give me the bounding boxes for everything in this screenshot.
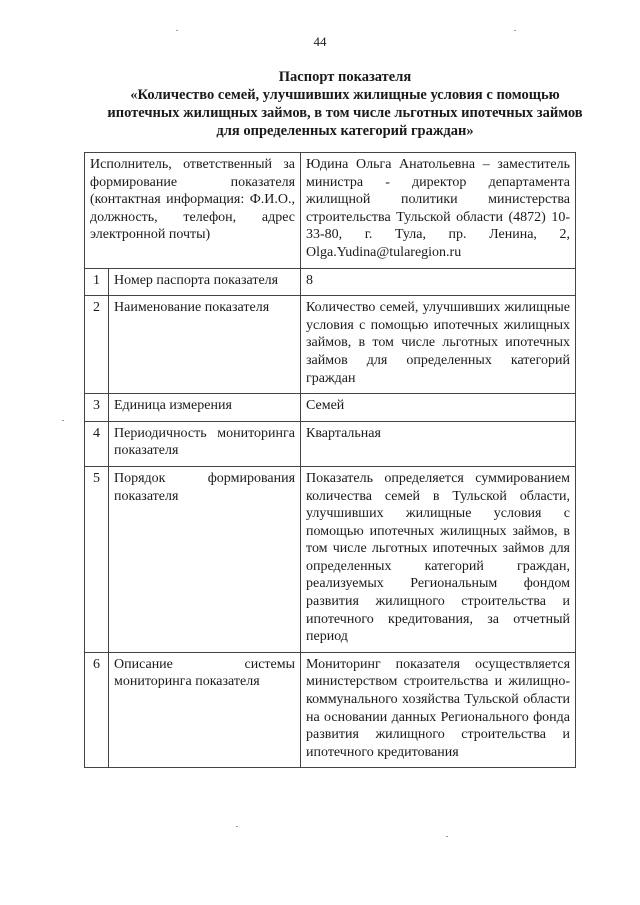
row-value: Семей [301,394,576,422]
scan-speck [514,30,516,31]
table-row [85,153,576,269]
row-number: 4 [85,421,109,466]
scan-speck [176,30,178,31]
indicator-passport-table [84,152,576,768]
responsible-value: Юдина Ольга Анатольевна – заместитель министра - директор департамента жилищной политики министерства строительства Тульской области (4872) 10-33-80, г. Тула, пр. Ленина, 2, Olga.Yudina@tularegion.ru [301,153,576,269]
row-label: Единица измерения [109,394,301,422]
row-number: 5 [85,466,109,652]
row-value: Количество семей, улучшивших жилищные условия с помощью ипотечных жилищных займов, в том числе льготных ипотечных займов для определенных категорий граждан [301,296,576,394]
row-label: Порядок формирования показателя [109,466,301,652]
row-label: Наименование показателя [109,296,301,394]
title-line-3: ипотечных жилищных займов, в том числе льготных ипотечных займов [107,105,583,121]
table-row [85,268,576,296]
row-value: Квартальная [301,421,576,466]
title-line-2: «Количество семей, улучшивших жилищные условия с помощью [130,87,560,103]
table-row [85,394,576,422]
scan-speck [62,420,64,421]
row-number: 2 [85,296,109,394]
row-value: 8 [301,268,576,296]
row-number: 3 [85,394,109,422]
row-label: Описание системы мониторинга показателя [109,652,301,768]
title-line-4: для определенных категорий граждан» [216,123,474,139]
row-value: Мониторинг показателя осуществляется министерством строительства и жилищно-коммунального хозяйства Тульской области на основании данных Регионального фонда развития жилищного строительства и ипотечного кредитования [301,652,576,768]
row-label: Периодичность мониторинга показателя [109,421,301,466]
responsible-label: Исполнитель, ответственный за формирование показателя (контактная информация: Ф.И.О., должность, телефон, адрес электронной почты) [85,153,301,269]
title-line-1: Паспорт показателя [278,69,412,85]
document-title [80,68,610,140]
row-number: 6 [85,652,109,768]
table-row [85,652,576,768]
scan-speck [446,836,448,837]
row-number: 1 [85,268,109,296]
table-row [85,421,576,466]
page-number: 44 [313,34,327,49]
table-row [85,466,576,652]
scan-speck [236,826,238,827]
row-value: Показатель определяется суммированием количества семей в Тульской области, улучшивших жилищные условия с помощью ипотечных жилищных займов, в том числе льготных ипотечных займов для определенных категорий граждан, реализуемых Региональным фондом развития жилищного строительства и ипотечного кредитования, за отчетный период [301,466,576,652]
row-label: Номер паспорта показателя [109,268,301,296]
table-row [85,296,576,394]
